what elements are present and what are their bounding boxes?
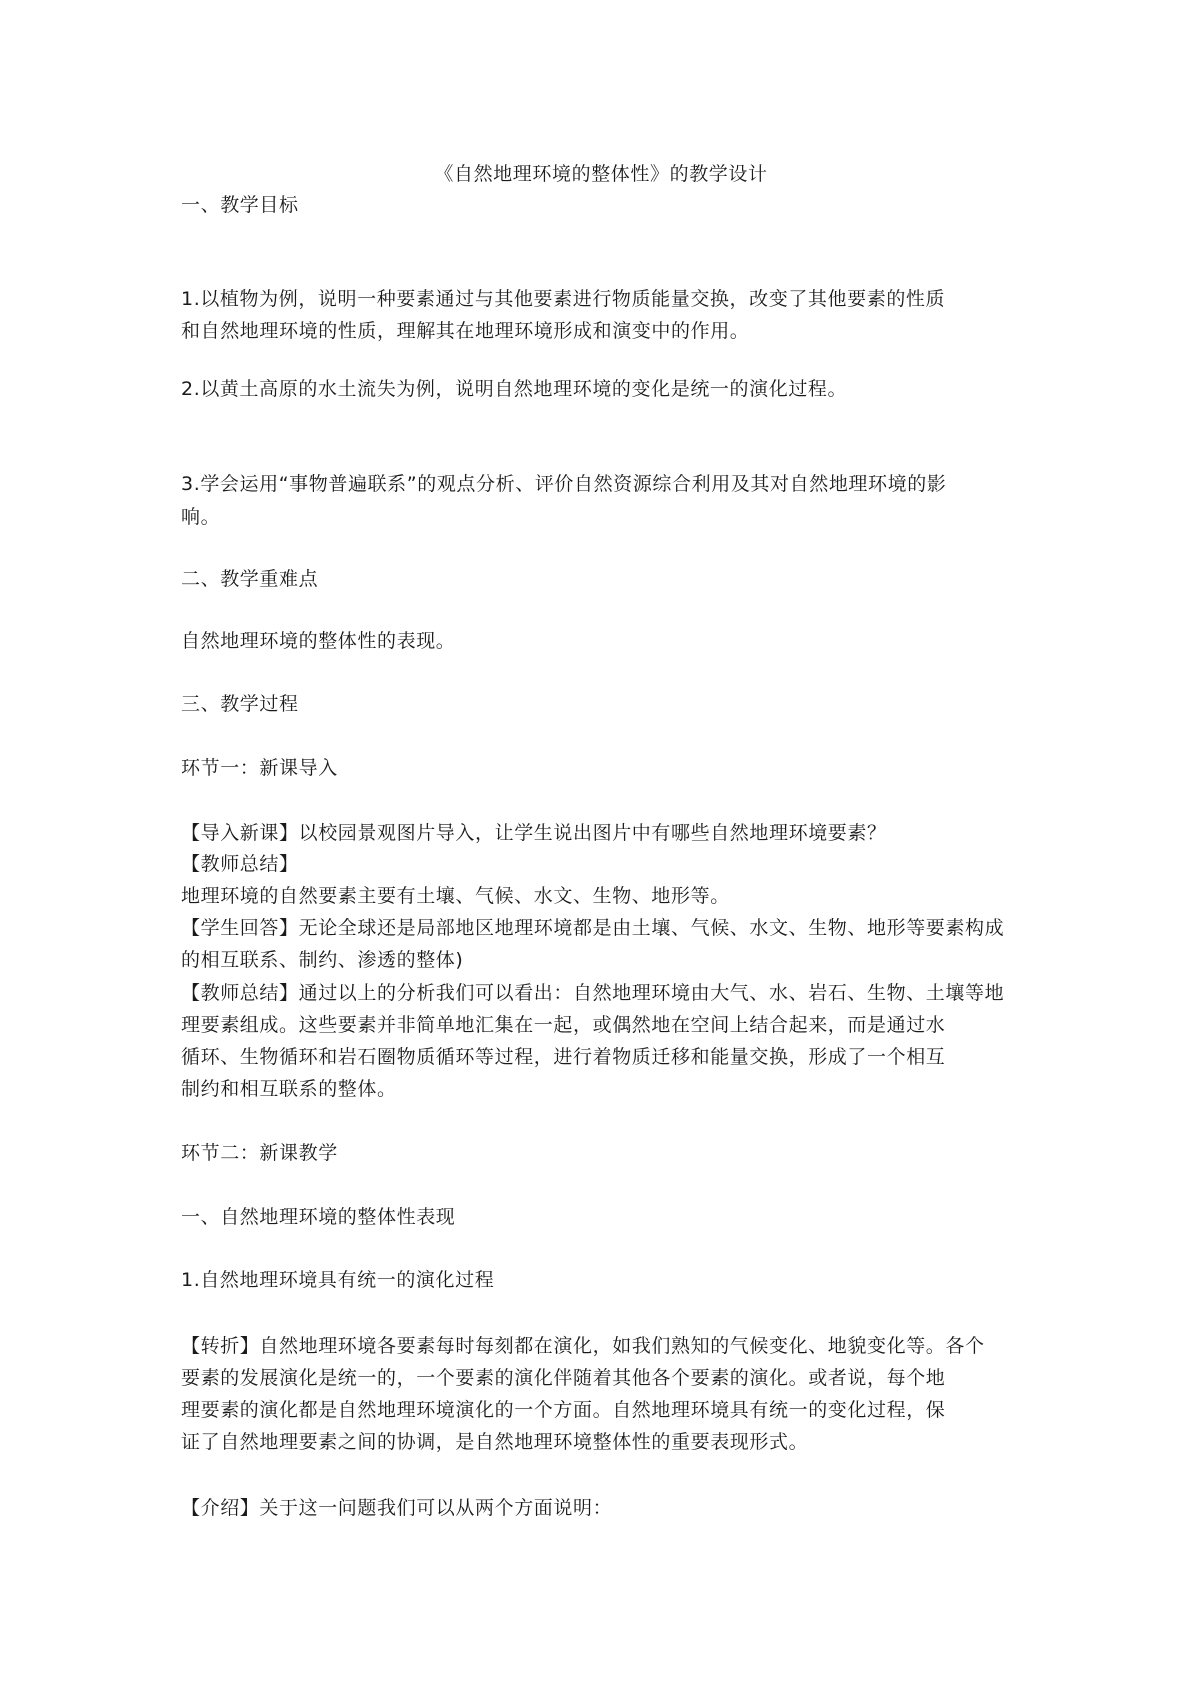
teacher-summary-2-line-2: 理要素组成。这些要素并非简单地汇集在一起，或偶然地在空间上结合起来，而是通过水 xyxy=(181,1014,946,1036)
transition-line-4: 证了自然地理要素之间的协调，是自然地理环境整体性的重要表现形式。 xyxy=(181,1431,809,1453)
section-1-heading: 一、自然地理环境的整体性表现 xyxy=(181,1206,456,1228)
teacher-summary-label: 【教师总结】 xyxy=(181,853,299,875)
stage-2-heading: 环节二：新课教学 xyxy=(181,1142,338,1164)
subsection-1-heading: 1.自然地理环境具有统一的演化过程 xyxy=(181,1269,495,1291)
intro-paragraph: 【导入新课】以校园景观图片导入，让学生说出图片中有哪些自然地理环境要素？ xyxy=(181,822,887,844)
student-answer-line-1: 【学生回答】无论全球还是局部地区地理环境都是由土壤、气候、水文、生物、地形等要素构成 xyxy=(181,917,1005,939)
heading-process: 三、教学过程 xyxy=(181,693,299,715)
heading-key-points: 二、教学重难点 xyxy=(181,568,319,590)
objective-3-line-1: 3.学会运用“事物普遍联系”的观点分析、评价自然资源综合利用及其对自然地理环境的影 xyxy=(181,473,947,495)
key-points-text: 自然地理环境的整体性的表现。 xyxy=(181,630,456,652)
objective-1-line-2: 和自然地理环境的性质，理解其在地理环境形成和演变中的作用。 xyxy=(181,320,750,342)
introduce-paragraph: 【介绍】关于这一问题我们可以从两个方面说明： xyxy=(181,1497,613,1519)
transition-line-1: 【转折】自然地理环境各要素每时每刻都在演化，如我们熟知的气候变化、地貌变化等。各个 xyxy=(181,1335,985,1357)
stage-1-heading: 环节一：新课导入 xyxy=(181,757,338,779)
heading-objectives: 一、教学目标 xyxy=(181,194,299,216)
teacher-summary-2-line-4: 制约和相互联系的整体。 xyxy=(181,1078,397,1100)
transition-line-3: 理要素的演化都是自然地理环境演化的一个方面。自然地理环境具有统一的变化过程，保 xyxy=(181,1399,946,1421)
teacher-summary-text: 地理环境的自然要素主要有土壤、气候、水文、生物、地形等。 xyxy=(181,885,730,907)
objective-2: 2.以黄土高原的水土流失为例，说明自然地理环境的变化是统一的演化过程。 xyxy=(181,378,848,400)
objective-3-line-2: 响。 xyxy=(181,506,221,528)
teacher-summary-2-line-3: 循环、生物循环和岩石圈物质循环等过程，进行着物质迁移和能量交换，形成了一个相互 xyxy=(181,1046,946,1068)
document-title: 《自然地理环境的整体性》的教学设计 xyxy=(434,163,768,185)
teacher-summary-2-line-1: 【教师总结】通过以上的分析我们可以看出：自然地理环境由大气、水、岩石、生物、土壤等地 xyxy=(181,982,1005,1004)
transition-line-2: 要素的发展演化是统一的，一个要素的演化伴随着其他各个要素的演化。或者说，每个地 xyxy=(181,1367,946,1389)
objective-1-line-1: 1.以植物为例，说明一种要素通过与其他要素进行物质能量交换，改变了其他要素的性质 xyxy=(181,288,946,310)
student-answer-line-2: 的相互联系、制约、渗透的整体) xyxy=(181,949,464,971)
